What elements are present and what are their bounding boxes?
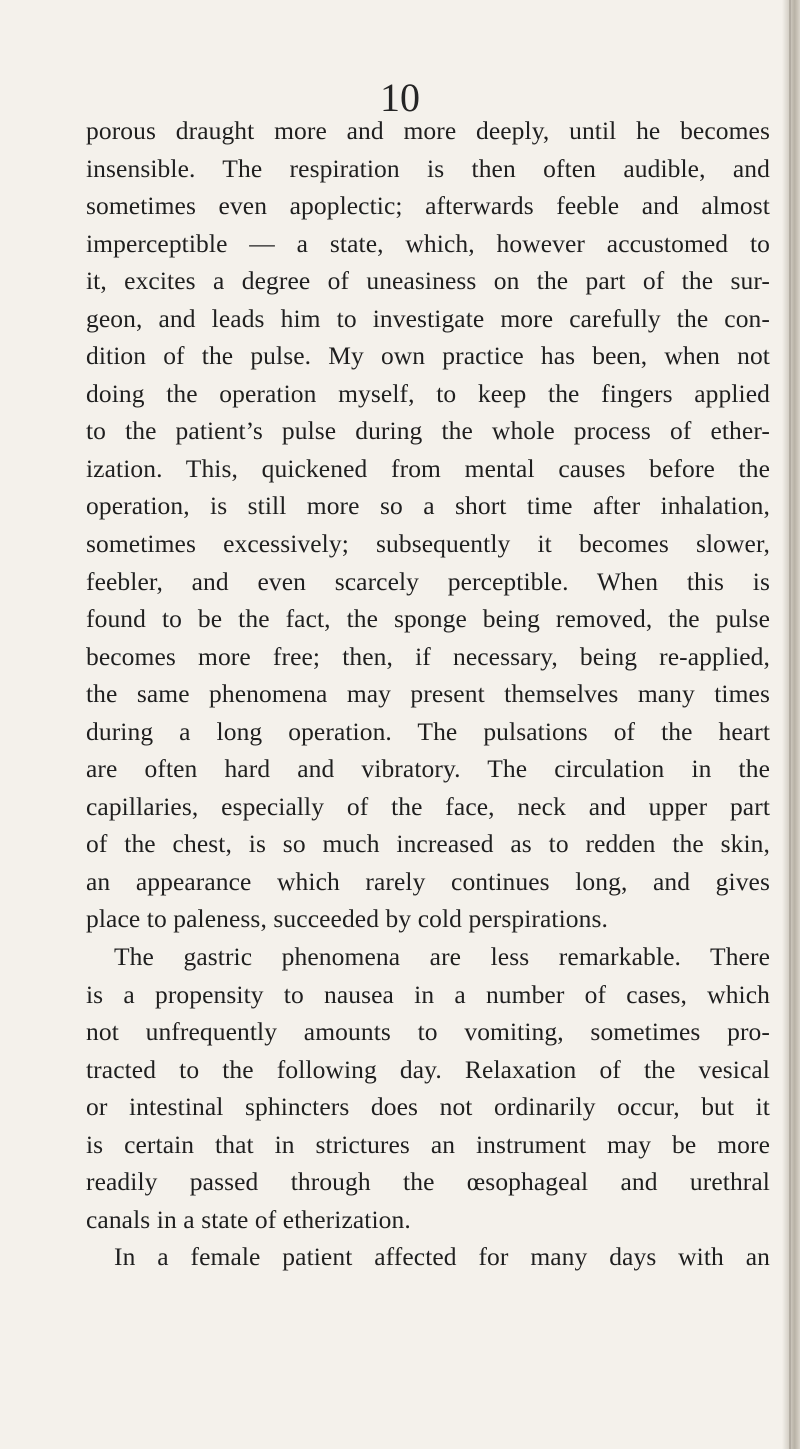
paragraph-end-line: place to paleness, succeeded by cold perspirations. [86,904,608,934]
text-line: insensible. The respiration is then often audible, and [86,153,770,183]
text-line: is certain that in strictures an instrument may be more [86,1129,770,1159]
text-line: tracted to the following day. Relaxation of the vesical [86,1054,770,1084]
text-line: dition of the pulse. My own practice has been, when not [86,341,770,371]
text-line: to the patient’s pulse during the whole process of ether- [86,416,770,446]
text-line: during a long operation. The pulsations of the heart [86,716,770,746]
paragraph-start-line: In a female patient affected for many days with an [114,1242,770,1272]
paragraph-start-line: The gastric phenomena are less remarkable. There [114,942,770,972]
text-line: capillaries, especially of the face, neck and upper part [86,791,770,821]
text-line: operation, is still more so a short time after inhalation, [86,491,770,521]
text-line: imperceptible — a state, which, however accustomed to [86,228,770,258]
text-line: becomes more free; then, if necessary, being re-applied, [86,641,770,671]
text-line: are often hard and vibratory. The circulation in the [86,754,770,784]
text-line: readily passed through the œsophageal and urethral [86,1167,770,1197]
body-text [86,112,770,1276]
paragraph-end-line: canals in a state of etherization. [86,1204,411,1234]
page-edge-shadow [782,0,800,1449]
text-line: is a propensity to nausea in a number of cases, which [86,979,770,1009]
text-line: sometimes even apoplectic; afterwards feeble and almost [86,191,770,221]
text-line: doing the operation myself, to keep the fingers applied [86,378,770,408]
text-line: found to be the fact, the sponge being removed, the pulse [86,604,770,634]
text-line: feebler, and even scarcely perceptible. When this is [86,566,770,596]
text-line: porous draught more and more deeply, until he becomes [86,116,770,145]
text-line: it, excites a degree of uneasiness on the part of the sur- [86,266,770,296]
text-line: or intestinal sphincters does not ordinarily occur, but it [86,1092,770,1122]
text-line: ization. This, quickened from mental causes before the [86,453,770,483]
page-number: 10 [380,75,420,120]
text-line: the same phenomena may present themselves many times [86,679,770,709]
text-line: not unfrequently amounts to vomiting, sometimes pro- [86,1017,770,1047]
text-line: geon, and leads him to investigate more carefully the con- [86,303,770,333]
page-edge-line [789,0,791,1449]
text-line: sometimes excessively; subsequently it becomes slower, [86,529,770,559]
text-line: of the chest, is so much increased as to redden the skin, [86,829,770,859]
text-line: an appearance which rarely continues long, and gives [86,866,770,896]
